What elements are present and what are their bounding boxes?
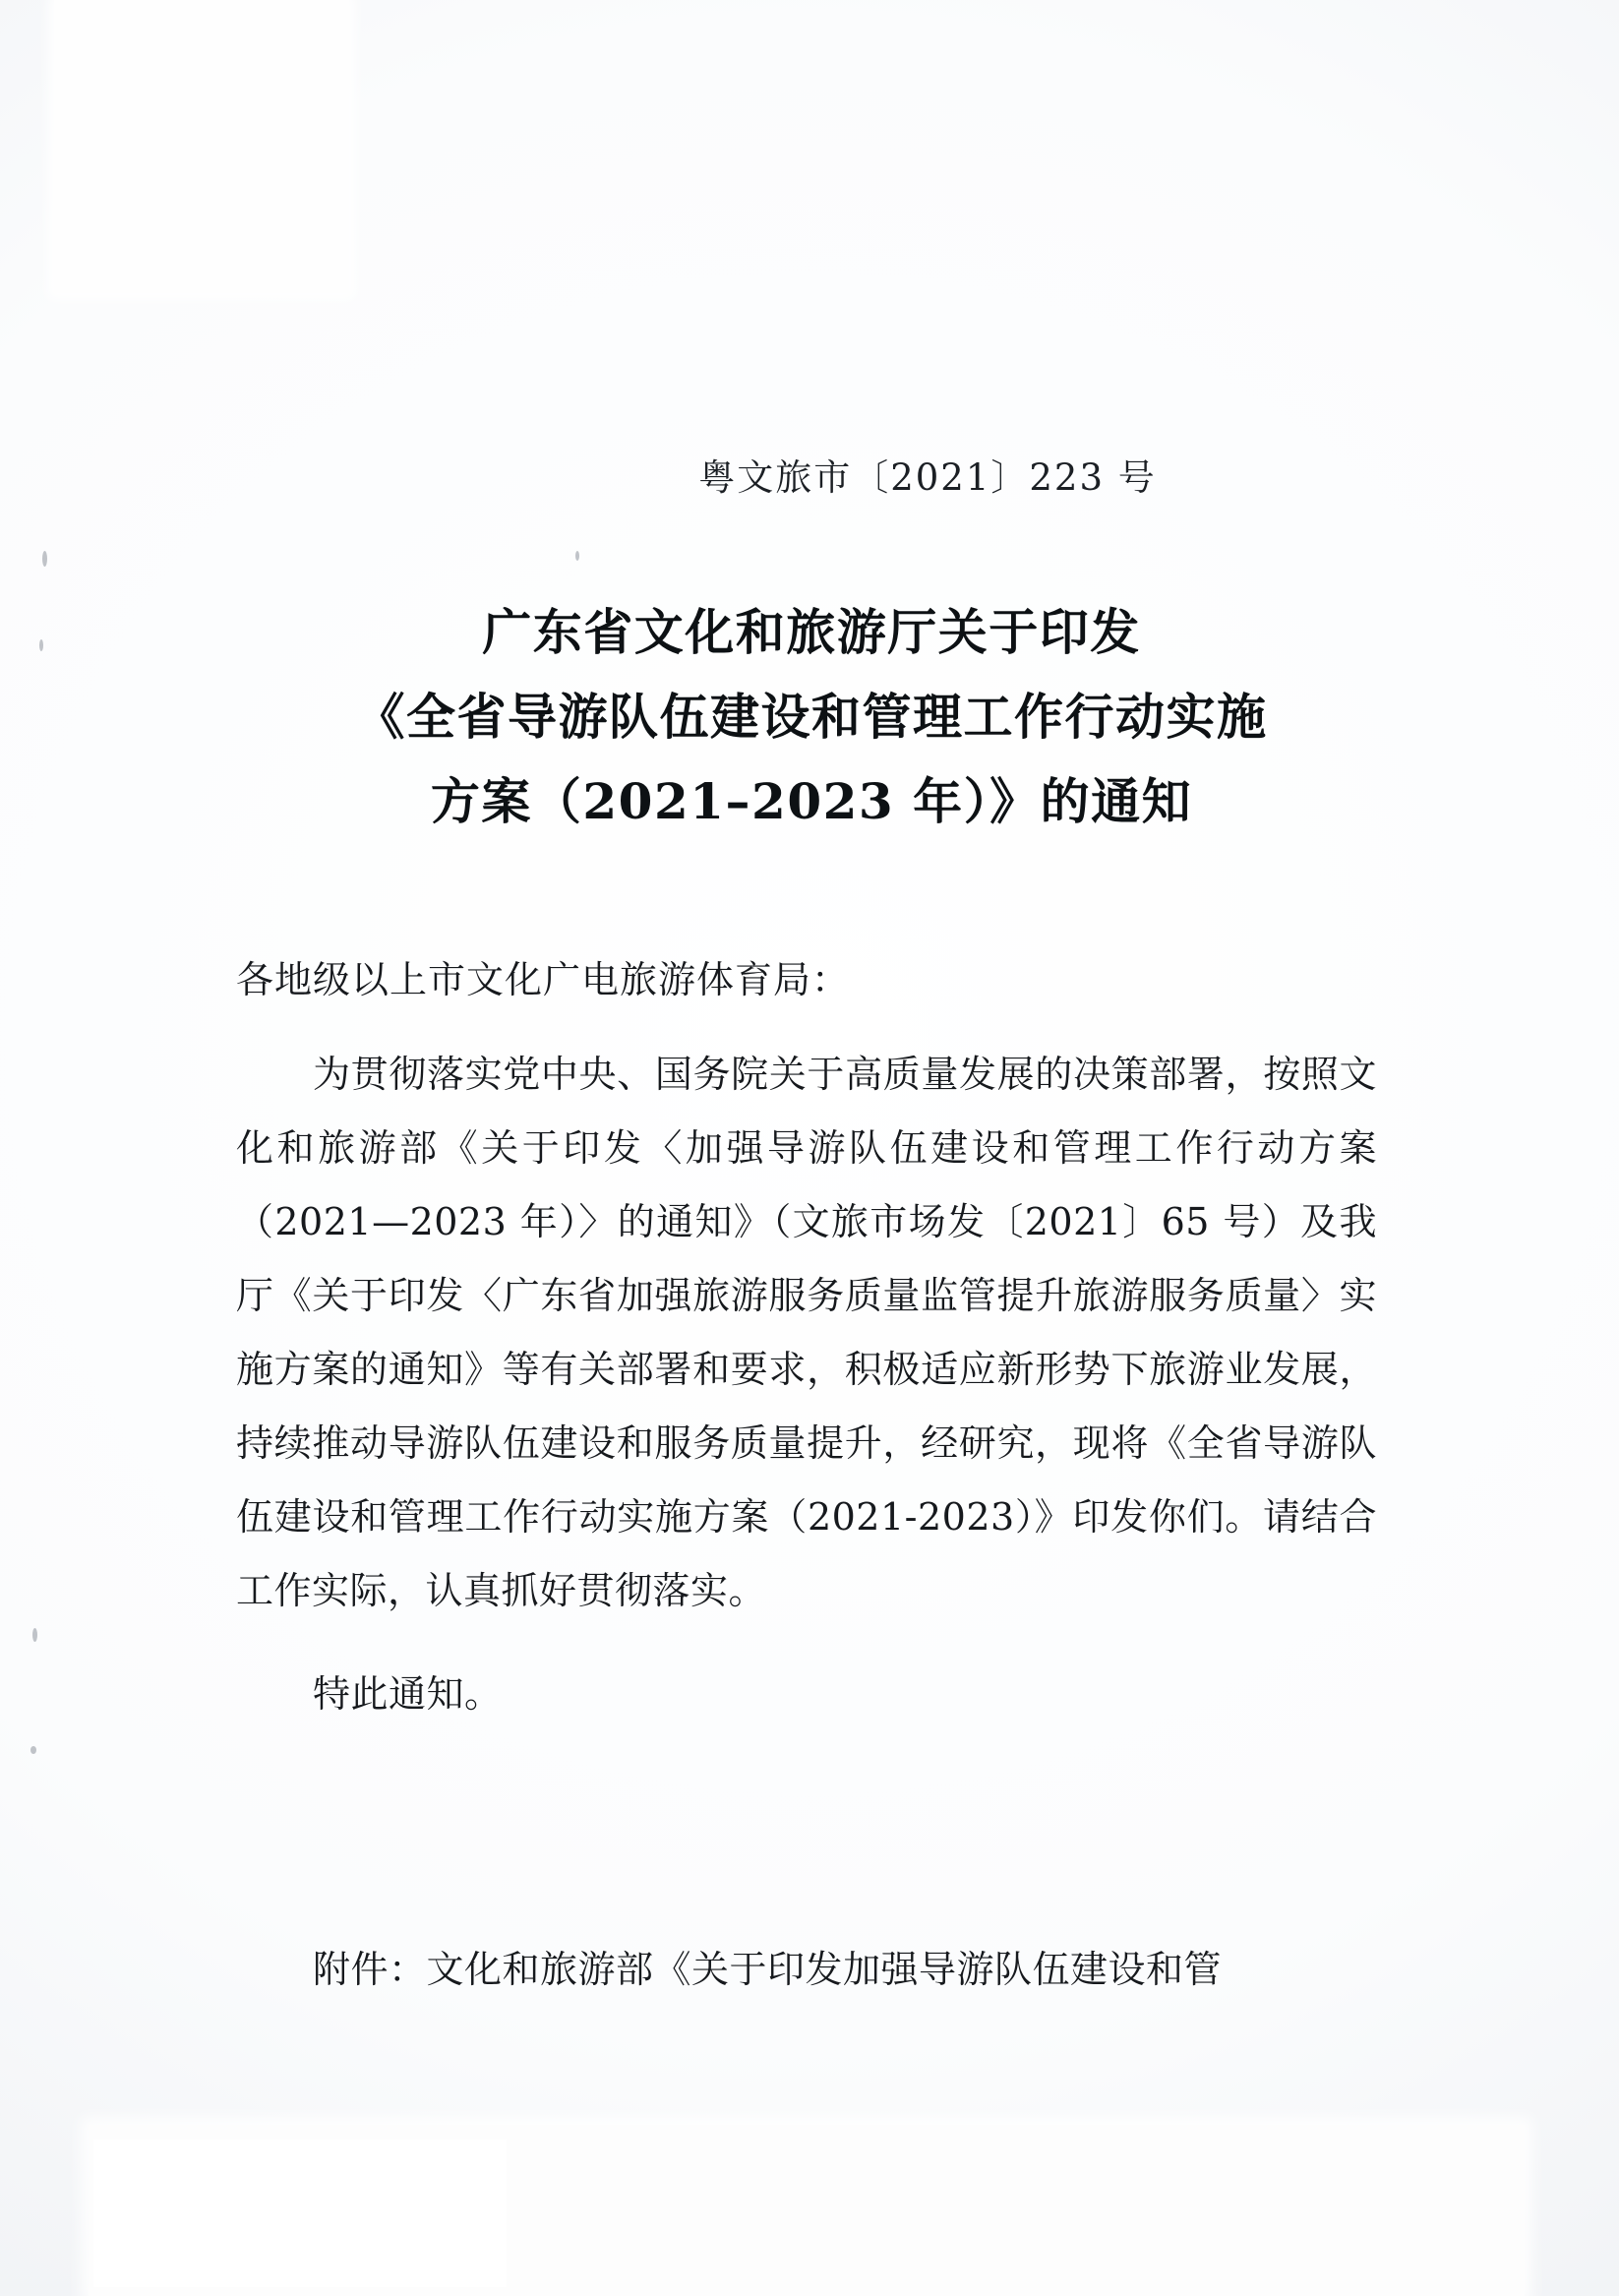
salutation: 各地级以上市文化广电旅游体育局：	[236, 958, 851, 1001]
title-line-1: 广东省文化和旅游厅关于印发	[482, 603, 1141, 661]
paragraph: 特此通知。	[313, 1672, 503, 1716]
body-text	[236, 1038, 1377, 1731]
paragraph: 为贯彻落实党中央、国务院关于高质量发展的决策部署，按照文化和旅游部《关于印发〈加强导游队伍建设和管理工作行动方案（2021—2023 年）〉的通知》（文旅市场发〔2021〕65 号）及我厅《关于印发〈广东省加强旅游服务质量监管提升旅游服务质量〉实施方案的通知》等有关部署和要求，积极适应新形势下旅游业发展，持续推动导游队伍建设和服务质量提升，经研究，现将《全省导游队伍建设和管理工作行动实施方案（2021-2023）》印发你们。请结合工作实际，认真抓好贯彻落实。	[236, 1053, 1377, 1612]
document-number: 粤文旅市〔2021〕223 号	[698, 456, 1157, 499]
title-line-2: 《全省导游队伍建设和管理工作行动实施	[355, 688, 1268, 746]
document-title	[226, 590, 1397, 844]
attachment-line: 附件：文化和旅游部《关于印发加强导游队伍建设和管	[313, 1948, 1223, 1991]
title-line-3: 方案（2021–2023 年）》的通知	[430, 772, 1193, 830]
